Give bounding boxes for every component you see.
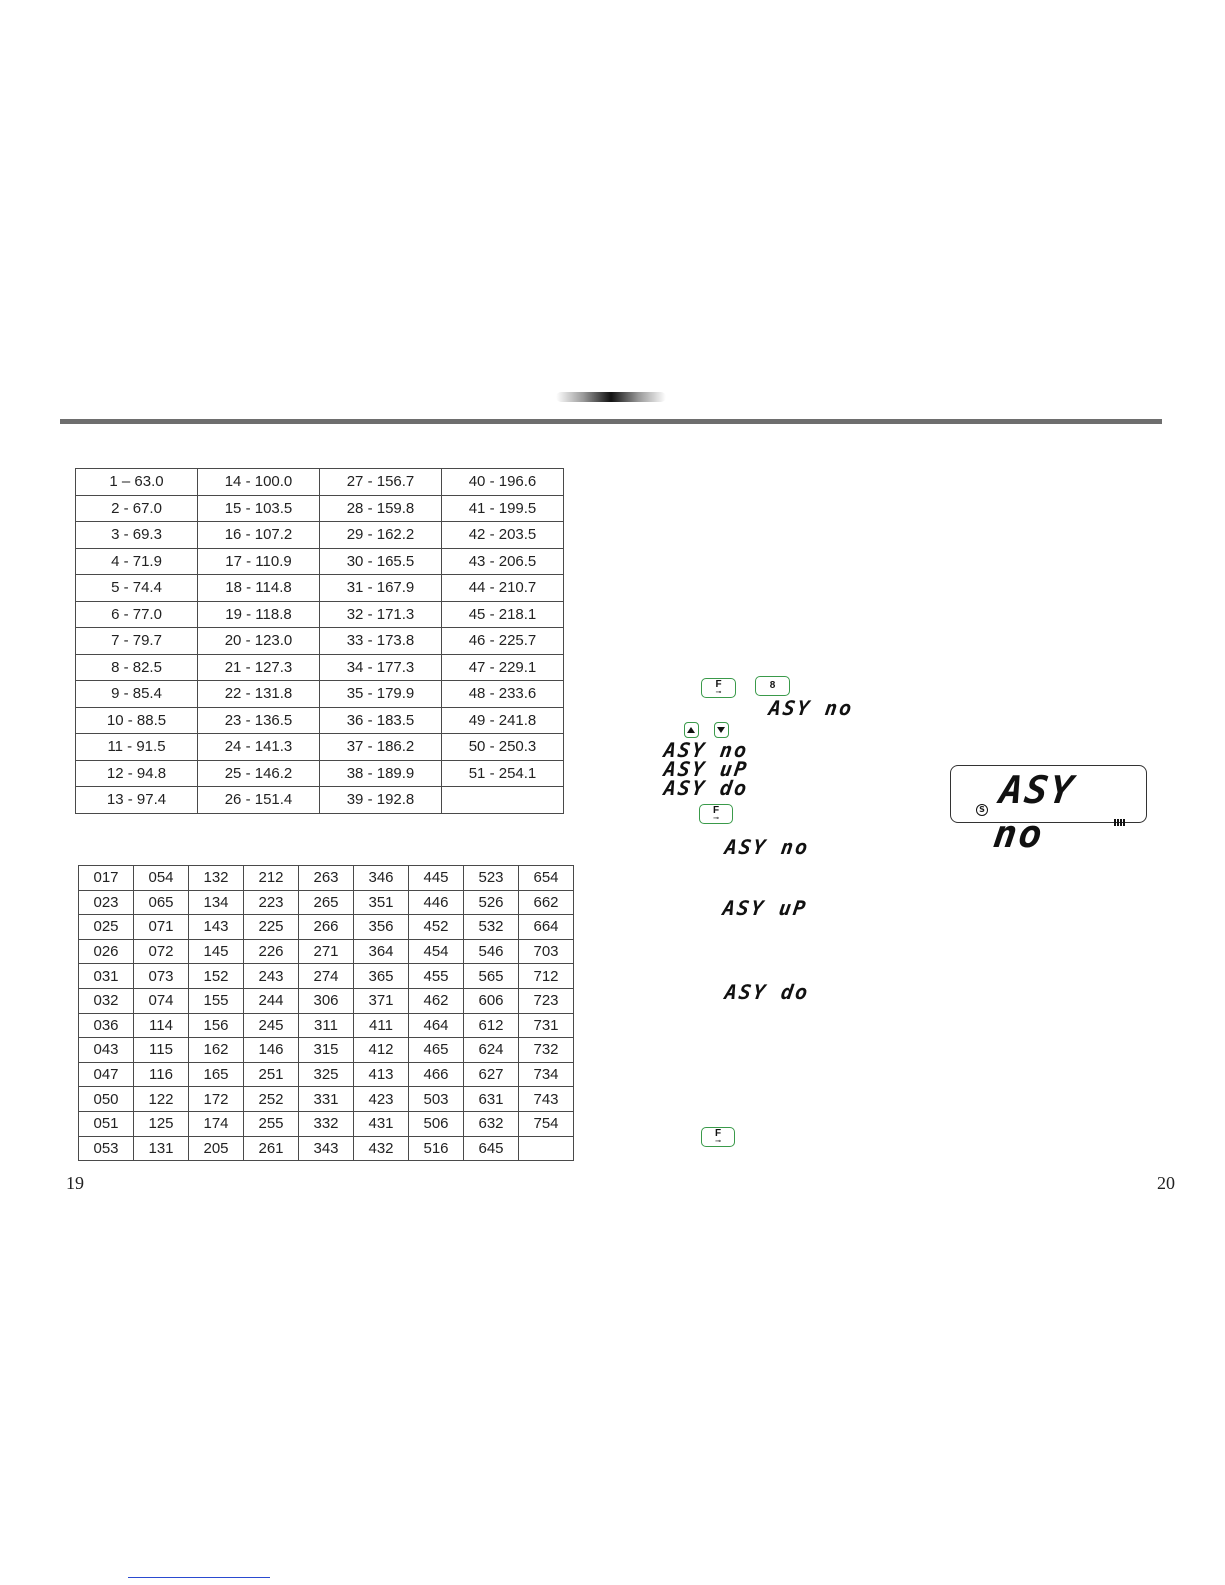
- dcs-cell: 734: [519, 1062, 574, 1087]
- dcs-cell: 071: [134, 915, 189, 940]
- dcs-cell: 225: [244, 915, 299, 940]
- ctcss-cell: 46 - 225.7: [442, 628, 564, 655]
- page-number-right: 20: [1157, 1173, 1175, 1193]
- dcs-cell: 212: [244, 866, 299, 891]
- dcs-cell: 032: [79, 988, 134, 1013]
- dcs-row: [79, 964, 574, 989]
- dcs-cell: 266: [299, 915, 354, 940]
- ctcss-cell: 13 - 97.4: [76, 787, 198, 814]
- up-arrow-icon: [685, 724, 697, 736]
- dcs-cell: 131: [134, 1136, 189, 1161]
- dcs-cell: 174: [189, 1111, 244, 1136]
- dcs-cell: 364: [354, 939, 409, 964]
- dcs-cell: 162: [189, 1038, 244, 1063]
- ctcss-cell: 28 - 159.8: [320, 495, 442, 522]
- ctcss-cell: 41 - 199.5: [442, 495, 564, 522]
- ctcss-cell: 10 - 88.5: [76, 707, 198, 734]
- dcs-cell: 251: [244, 1062, 299, 1087]
- ctcss-cell: 36 - 183.5: [320, 707, 442, 734]
- dcs-cell: 631: [464, 1087, 519, 1112]
- ctcss-cell: 40 - 196.6: [442, 469, 564, 496]
- dcs-cell: 026: [79, 939, 134, 964]
- dcs-cell: 315: [299, 1038, 354, 1063]
- dcs-cell: 054: [134, 866, 189, 891]
- ctcss-cell: 23 - 136.5: [198, 707, 320, 734]
- ctcss-cell: 50 - 250.3: [442, 734, 564, 761]
- dcs-row: [79, 866, 574, 891]
- dcs-cell: 165: [189, 1062, 244, 1087]
- dcs-cell: 465: [409, 1038, 464, 1063]
- ctcss-cell: 44 - 210.7: [442, 575, 564, 602]
- dcs-cell: 122: [134, 1087, 189, 1112]
- dcs-row: [79, 1062, 574, 1087]
- header-gradient-bar: [556, 392, 666, 402]
- ctcss-row: [76, 734, 564, 761]
- page-number-left: 19: [66, 1173, 84, 1193]
- ctcss-tone-table: [75, 468, 564, 814]
- ctcss-cell: 39 - 192.8: [320, 787, 442, 814]
- dcs-cell: 072: [134, 939, 189, 964]
- ctcss-cell: 5 - 74.4: [76, 575, 198, 602]
- lcd-display-panel: [950, 765, 1147, 856]
- dcs-cell: 074: [134, 988, 189, 1013]
- ctcss-cell: 27 - 156.7: [320, 469, 442, 496]
- ctcss-cell: 15 - 103.5: [198, 495, 320, 522]
- lcd-display-text: ASY no: [990, 768, 1078, 856]
- dcs-cell: 244: [244, 988, 299, 1013]
- down-arrow-button[interactable]: [714, 722, 729, 738]
- ctcss-cell: 37 - 186.2: [320, 734, 442, 761]
- ctcss-cell: 8 - 82.5: [76, 654, 198, 681]
- ctcss-cell: 29 - 162.2: [320, 522, 442, 549]
- dcs-cell: 365: [354, 964, 409, 989]
- dcs-cell: 346: [354, 866, 409, 891]
- dcs-cell: 743: [519, 1087, 574, 1112]
- dcs-cell: 065: [134, 890, 189, 915]
- ctcss-cell: 24 - 141.3: [198, 734, 320, 761]
- dcs-cell: 332: [299, 1111, 354, 1136]
- ctcss-cell: 16 - 107.2: [198, 522, 320, 549]
- eight-key-button[interactable]: [755, 676, 790, 696]
- dcs-cell: 132: [189, 866, 244, 891]
- ctcss-row: [76, 707, 564, 734]
- dcs-cell: 114: [134, 1013, 189, 1038]
- eight-key-label: 8: [769, 680, 776, 691]
- dcs-cell: 612: [464, 1013, 519, 1038]
- dcs-row: [79, 890, 574, 915]
- dcs-cell: 413: [354, 1062, 409, 1087]
- key-sublabel: ⊸: [715, 689, 722, 696]
- dcs-cell: 051: [79, 1111, 134, 1136]
- dcs-cell: 731: [519, 1013, 574, 1038]
- ctcss-cell: 7 - 79.7: [76, 628, 198, 655]
- dcs-cell: 073: [134, 964, 189, 989]
- ctcss-cell: 22 - 131.8: [198, 681, 320, 708]
- dcs-cell: 156: [189, 1013, 244, 1038]
- ctcss-cell: 4 - 71.9: [76, 548, 198, 575]
- dcs-cell: 431: [354, 1111, 409, 1136]
- ctcss-cell: 12 - 94.8: [76, 760, 198, 787]
- ctcss-cell: 14 - 100.0: [198, 469, 320, 496]
- dcs-cell: 455: [409, 964, 464, 989]
- ctcss-cell: 34 - 177.3: [320, 654, 442, 681]
- ctcss-row: [76, 469, 564, 496]
- key-sublabel: ⊸: [713, 815, 719, 822]
- dcs-cell: 462: [409, 988, 464, 1013]
- dcs-cell: 116: [134, 1062, 189, 1087]
- dcs-cell: 452: [409, 915, 464, 940]
- dcs-cell: 632: [464, 1111, 519, 1136]
- ctcss-cell: 20 - 123.0: [198, 628, 320, 655]
- dcs-cell: 245: [244, 1013, 299, 1038]
- s-indicator-icon: S: [976, 804, 988, 816]
- dcs-cell: 243: [244, 964, 299, 989]
- dcs-cell: 532: [464, 915, 519, 940]
- ctcss-cell: 35 - 179.9: [320, 681, 442, 708]
- dcs-cell: 624: [464, 1038, 519, 1063]
- dcs-cell: 754: [519, 1111, 574, 1136]
- dcs-cell: 047: [79, 1062, 134, 1087]
- ctcss-cell: 26 - 151.4: [198, 787, 320, 814]
- ctcss-cell: 38 - 189.9: [320, 760, 442, 787]
- dcs-cell: 331: [299, 1087, 354, 1112]
- dcs-cell: 662: [519, 890, 574, 915]
- dcs-cell: 146: [244, 1038, 299, 1063]
- f-key-exit-button[interactable]: [701, 1127, 735, 1147]
- dcs-cell: 306: [299, 988, 354, 1013]
- ctcss-cell: 33 - 173.8: [320, 628, 442, 655]
- ctcss-row: [76, 575, 564, 602]
- dcs-cell: 371: [354, 988, 409, 1013]
- dcs-cell: 023: [79, 890, 134, 915]
- dcs-row: [79, 1038, 574, 1063]
- dcs-cell: 036: [79, 1013, 134, 1038]
- footer-link-line: [128, 1577, 270, 1578]
- dcs-cell: 226: [244, 939, 299, 964]
- ctcss-row: [76, 522, 564, 549]
- dcs-cell: 351: [354, 890, 409, 915]
- ctcss-row: [76, 628, 564, 655]
- lcd-asy-up-label: ASY uP: [721, 896, 809, 920]
- dcs-cell: [519, 1136, 574, 1161]
- ctcss-cell: 21 - 127.3: [198, 654, 320, 681]
- ctcss-cell: 43 - 206.5: [442, 548, 564, 575]
- dcs-cell: 172: [189, 1087, 244, 1112]
- header-rule: [60, 419, 1162, 424]
- ctcss-cell: 6 - 77.0: [76, 601, 198, 628]
- dcs-cell: 152: [189, 964, 244, 989]
- ctcss-row: [76, 654, 564, 681]
- dcs-cell: 053: [79, 1136, 134, 1161]
- dcs-cell: 627: [464, 1062, 519, 1087]
- lcd-asy-no-label: ASY no: [723, 835, 811, 859]
- dcs-row: [79, 1087, 574, 1112]
- dcs-cell: 274: [299, 964, 354, 989]
- dcs-cell: 712: [519, 964, 574, 989]
- f-key-label: F: [715, 679, 722, 690]
- dcs-cell: 546: [464, 939, 519, 964]
- ctcss-cell: 2 - 67.0: [76, 495, 198, 522]
- dcs-cell: 050: [79, 1087, 134, 1112]
- f-key-label: F: [714, 1128, 722, 1139]
- ctcss-cell: 47 - 229.1: [442, 654, 564, 681]
- dcs-cell: 125: [134, 1111, 189, 1136]
- lcd-asy-no-after-keys: ASY no: [767, 696, 855, 720]
- dcs-row: [79, 1136, 574, 1161]
- ctcss-cell: 11 - 91.5: [76, 734, 198, 761]
- ctcss-cell: 25 - 146.2: [198, 760, 320, 787]
- dcs-cell: 143: [189, 915, 244, 940]
- dcs-cell: 265: [299, 890, 354, 915]
- dcs-cell: 664: [519, 915, 574, 940]
- ctcss-row: [76, 548, 564, 575]
- battery-icon: [1114, 808, 1130, 815]
- f-key-confirm-button[interactable]: [699, 804, 733, 824]
- ctcss-row: [76, 760, 564, 787]
- dcs-cell: 526: [464, 890, 519, 915]
- dcs-cell: 506: [409, 1111, 464, 1136]
- ctcss-cell: 31 - 167.9: [320, 575, 442, 602]
- dcs-cell: 255: [244, 1111, 299, 1136]
- dcs-cell: 325: [299, 1062, 354, 1087]
- dcs-row: [79, 939, 574, 964]
- dcs-cell: 523: [464, 866, 519, 891]
- dcs-cell: 155: [189, 988, 244, 1013]
- dcs-cell: 703: [519, 939, 574, 964]
- dcs-code-table: [78, 865, 574, 1161]
- dcs-cell: 606: [464, 988, 519, 1013]
- ctcss-cell: 19 - 118.8: [198, 601, 320, 628]
- ctcss-row: [76, 787, 564, 814]
- dcs-cell: 423: [354, 1087, 409, 1112]
- dcs-cell: 356: [354, 915, 409, 940]
- dcs-cell: 271: [299, 939, 354, 964]
- lcd-option-do: ASY do: [662, 776, 750, 800]
- dcs-cell: 134: [189, 890, 244, 915]
- dcs-cell: 432: [354, 1136, 409, 1161]
- f-key-button[interactable]: [701, 678, 736, 698]
- dcs-row: [79, 988, 574, 1013]
- dcs-cell: 343: [299, 1136, 354, 1161]
- ctcss-row: [76, 495, 564, 522]
- ctcss-cell: 18 - 114.8: [198, 575, 320, 602]
- lcd-asy-do-label: ASY do: [723, 980, 811, 1004]
- dcs-cell: 454: [409, 939, 464, 964]
- dcs-cell: 411: [354, 1013, 409, 1038]
- ctcss-cell: 51 - 254.1: [442, 760, 564, 787]
- dcs-cell: 516: [409, 1136, 464, 1161]
- ctcss-cell: 45 - 218.1: [442, 601, 564, 628]
- dcs-cell: 145: [189, 939, 244, 964]
- dcs-cell: 223: [244, 890, 299, 915]
- dcs-cell: 205: [189, 1136, 244, 1161]
- ctcss-row: [76, 601, 564, 628]
- dcs-cell: 723: [519, 988, 574, 1013]
- ctcss-cell: [442, 787, 564, 814]
- ctcss-row: [76, 681, 564, 708]
- dcs-row: [79, 1013, 574, 1038]
- dcs-cell: 446: [409, 890, 464, 915]
- dcs-row: [79, 1111, 574, 1136]
- ctcss-cell: 32 - 171.3: [320, 601, 442, 628]
- dcs-cell: 031: [79, 964, 134, 989]
- key-sublabel: ⊸: [715, 1138, 721, 1145]
- dcs-cell: 445: [409, 866, 464, 891]
- dcs-cell: 261: [244, 1136, 299, 1161]
- ctcss-cell: 1 – 63.0: [76, 469, 198, 496]
- dcs-cell: 252: [244, 1087, 299, 1112]
- dcs-cell: 412: [354, 1038, 409, 1063]
- dcs-cell: 263: [299, 866, 354, 891]
- dcs-cell: 503: [409, 1087, 464, 1112]
- ctcss-cell: 42 - 203.5: [442, 522, 564, 549]
- ctcss-cell: 49 - 241.8: [442, 707, 564, 734]
- lcd-option-no: ASY no: [662, 738, 750, 762]
- lcd-option-up: ASY uP: [662, 757, 750, 781]
- ctcss-cell: 48 - 233.6: [442, 681, 564, 708]
- ctcss-cell: 17 - 110.9: [198, 548, 320, 575]
- dcs-cell: 025: [79, 915, 134, 940]
- dcs-cell: 645: [464, 1136, 519, 1161]
- ctcss-cell: 30 - 165.5: [320, 548, 442, 575]
- dcs-cell: 115: [134, 1038, 189, 1063]
- ctcss-cell: 9 - 85.4: [76, 681, 198, 708]
- dcs-cell: 565: [464, 964, 519, 989]
- dcs-row: [79, 915, 574, 940]
- up-arrow-button[interactable]: [684, 722, 699, 738]
- dcs-cell: 732: [519, 1038, 574, 1063]
- dcs-cell: 043: [79, 1038, 134, 1063]
- down-arrow-icon: [715, 724, 727, 736]
- dcs-cell: 464: [409, 1013, 464, 1038]
- dcs-cell: 311: [299, 1013, 354, 1038]
- ctcss-cell: 3 - 69.3: [76, 522, 198, 549]
- dcs-cell: 654: [519, 866, 574, 891]
- dcs-cell: 466: [409, 1062, 464, 1087]
- f-key-label: F: [712, 805, 720, 816]
- dcs-cell: 017: [79, 866, 134, 891]
